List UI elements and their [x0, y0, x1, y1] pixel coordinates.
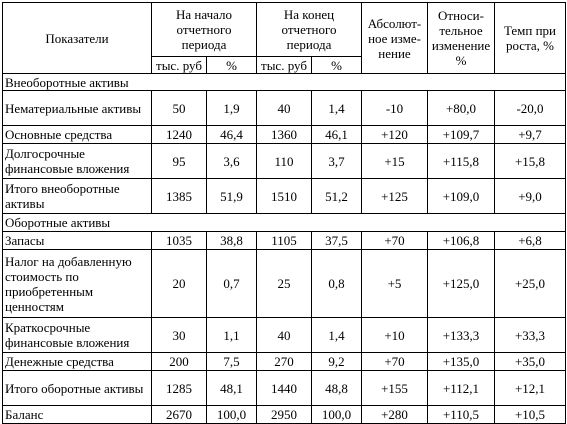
cell-absolute-change: +70: [362, 232, 428, 250]
cell-start-value: 1385: [152, 179, 207, 214]
cell-growth-rate: -20,0: [495, 91, 566, 126]
cell-relative-change: +80,0: [428, 91, 495, 126]
header-relative-change: Относи-тельное изменение %: [428, 3, 495, 74]
header-unit-start: тыс. руб: [152, 57, 207, 74]
cell-growth-rate: +25,0: [495, 250, 566, 318]
cell-start-value: 20: [152, 250, 207, 318]
section-row: [3, 74, 566, 91]
table-row: [3, 353, 566, 371]
cell-absolute-change: +10: [362, 318, 428, 353]
header-percent-end: %: [312, 57, 362, 74]
cell-growth-rate: +12,1: [495, 371, 566, 406]
cell-start-percent: 48,1: [207, 371, 257, 406]
cell-absolute-change: -10: [362, 91, 428, 126]
cell-end-value: 110: [257, 144, 312, 179]
table-row: [3, 126, 566, 144]
header-end-period: На конец отчетного периода: [257, 3, 362, 57]
header-absolute-change: Абсолют-ное изме-нение: [362, 3, 428, 74]
cell-growth-rate: +10,5: [495, 406, 566, 424]
cell-growth-rate: +9,7: [495, 126, 566, 144]
cell-end-value: 2950: [257, 406, 312, 424]
cell-relative-change: +133,3: [428, 318, 495, 353]
table-row: [3, 318, 566, 353]
header-growth-rate: Темп при роста, %: [495, 3, 566, 74]
cell-end-percent: 1,4: [312, 91, 362, 126]
header-start-period: На начало отчетного периода: [152, 3, 257, 57]
cell-end-value: 1440: [257, 371, 312, 406]
cell-start-value: 95: [152, 144, 207, 179]
table-row: [3, 406, 566, 424]
cell-start-value: 1240: [152, 126, 207, 144]
row-label: Итого внеоборотные активы: [3, 179, 152, 214]
table-row: [3, 179, 566, 214]
cell-start-value: 50: [152, 91, 207, 126]
cell-relative-change: +125,0: [428, 250, 495, 318]
cell-start-value: 1035: [152, 232, 207, 250]
cell-end-percent: 100,0: [312, 406, 362, 424]
row-label: Баланс: [3, 406, 152, 424]
table-row: [3, 91, 566, 126]
cell-absolute-change: +15: [362, 144, 428, 179]
cell-end-value: 1510: [257, 179, 312, 214]
table-row: [3, 232, 566, 250]
row-label: Нематериальные активы: [3, 91, 152, 126]
cell-end-value: 1105: [257, 232, 312, 250]
row-label: Запасы: [3, 232, 152, 250]
cell-start-percent: 51,9: [207, 179, 257, 214]
cell-end-percent: 1,4: [312, 318, 362, 353]
cell-end-value: 40: [257, 318, 312, 353]
cell-end-value: 270: [257, 353, 312, 371]
cell-absolute-change: +280: [362, 406, 428, 424]
cell-end-percent: 37,5: [312, 232, 362, 250]
cell-relative-change: +110,5: [428, 406, 495, 424]
cell-end-percent: 0,8: [312, 250, 362, 318]
cell-absolute-change: +5: [362, 250, 428, 318]
cell-end-percent: 3,7: [312, 144, 362, 179]
cell-growth-rate: +9,0: [495, 179, 566, 214]
cell-end-percent: 9,2: [312, 353, 362, 371]
cell-growth-rate: +15,8: [495, 144, 566, 179]
section-label: Внеоборотные активы: [3, 74, 566, 91]
table-row: [3, 371, 566, 406]
cell-relative-change: +109,0: [428, 179, 495, 214]
cell-end-value: 25: [257, 250, 312, 318]
cell-end-value: 1360: [257, 126, 312, 144]
cell-absolute-change: +70: [362, 353, 428, 371]
cell-relative-change: +115,8: [428, 144, 495, 179]
row-label: Долгосрочные финансовые вложения: [3, 144, 152, 179]
cell-relative-change: +135,0: [428, 353, 495, 371]
row-label: Налог на добавленную стоимость по приобретенным ценностям: [3, 250, 152, 318]
table-row: [3, 250, 566, 318]
cell-absolute-change: +155: [362, 371, 428, 406]
cell-start-percent: 38,8: [207, 232, 257, 250]
cell-start-value: 1285: [152, 371, 207, 406]
header-indicators: Показатели: [3, 3, 152, 74]
cell-start-percent: 1,9: [207, 91, 257, 126]
cell-start-percent: 0,7: [207, 250, 257, 318]
cell-absolute-change: +125: [362, 179, 428, 214]
cell-growth-rate: +6,8: [495, 232, 566, 250]
cell-start-percent: 46,4: [207, 126, 257, 144]
cell-growth-rate: +35,0: [495, 353, 566, 371]
cell-relative-change: +109,7: [428, 126, 495, 144]
cell-start-value: 2670: [152, 406, 207, 424]
row-label: Денежные средства: [3, 353, 152, 371]
header-percent-start: %: [207, 57, 257, 74]
cell-end-percent: 48,8: [312, 371, 362, 406]
cell-end-value: 40: [257, 91, 312, 126]
cell-start-percent: 7,5: [207, 353, 257, 371]
table-body: [3, 74, 566, 424]
cell-start-percent: 100,0: [207, 406, 257, 424]
section-label: Оборотные активы: [3, 214, 566, 232]
row-label: Краткосрочные финансовые вложения: [3, 318, 152, 353]
cell-absolute-change: +120: [362, 126, 428, 144]
cell-growth-rate: +33,3: [495, 318, 566, 353]
cell-relative-change: +106,8: [428, 232, 495, 250]
row-label: Итого оборотные активы: [3, 371, 152, 406]
cell-start-percent: 1,1: [207, 318, 257, 353]
table-row: [3, 144, 566, 179]
section-row: [3, 214, 566, 232]
header-unit-end: тыс. руб: [257, 57, 312, 74]
cell-start-percent: 3,6: [207, 144, 257, 179]
balance-analysis-table: [2, 2, 566, 424]
cell-relative-change: +112,1: [428, 371, 495, 406]
row-label: Основные средства: [3, 126, 152, 144]
cell-end-percent: 46,1: [312, 126, 362, 144]
cell-start-value: 200: [152, 353, 207, 371]
cell-start-value: 30: [152, 318, 207, 353]
cell-end-percent: 51,2: [312, 179, 362, 214]
